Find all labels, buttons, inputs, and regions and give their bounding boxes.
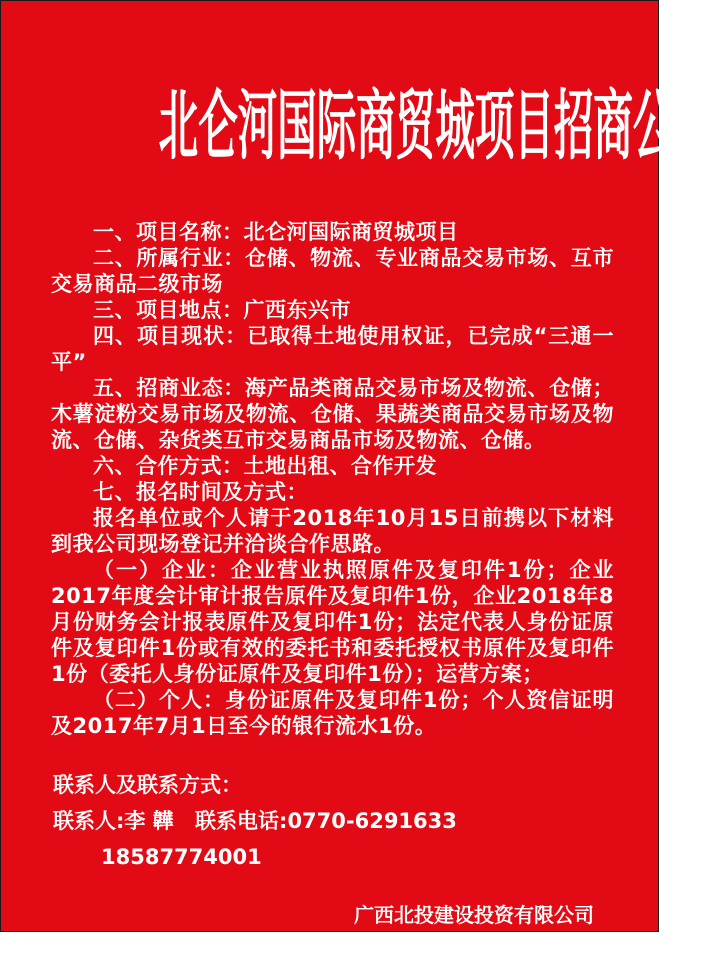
- contact-phone-number-2: 18587774001: [101, 845, 262, 869]
- contact-phone-label: 联系电话:: [195, 809, 288, 833]
- body-paragraph-project-name: 一、项目名称：北仑河国际商贸城项目: [93, 220, 459, 244]
- body-paragraph-signup-info: 报名单位或个人请于2018年10月15日前携以下材料到我公司现场登记并洽谈合作思路。: [51, 506, 614, 556]
- contact-phone-number-1: 0770-6291633: [287, 809, 457, 833]
- contact-person-name: 李 韡: [124, 809, 174, 833]
- poster-body: [51, 219, 614, 739]
- body-paragraph-location: 三、项目地点：广西东兴市: [93, 298, 351, 322]
- signoff-section: [1, 897, 658, 969]
- contact-person-label: 联系人:: [53, 809, 125, 833]
- contact-line: [53, 803, 658, 875]
- body-paragraph-individual-docs: （二）个人：身份证原件及复印件1份；个人资信证明及2017年7月1日至今的银行流水1份。: [51, 688, 614, 738]
- poster-title: 北仑河国际商贸城项目招商公告: [158, 85, 712, 169]
- contact-section: [1, 767, 658, 875]
- body-paragraph-status: 四、项目现状：已取得土地使用权证，已完成“三通一平”: [51, 324, 614, 374]
- contact-heading: 联系人及联系方式：: [53, 773, 242, 797]
- signoff-company: 广西北投建设投资有限公司: [354, 903, 594, 927]
- body-paragraph-industry: 二、所属行业：仓储、物流、专业商品交易市场、互市交易商品二级市场: [51, 246, 614, 296]
- body-paragraph-enterprise-docs: （一）企业：企业营业执照原件及复印件1份；企业2017年度会计审计报告原件及复印件1份，企业2018年8月份财务会计报表原件及复印件1份；法定代表人身份证原件及复印件1份或有效的委托书和委托授权书原件及复印件1份（委托人身份证原件及复印件1份）；运营方案；: [51, 558, 614, 686]
- body-paragraph-cooperation: 六、合作方式：土地出租、合作开发: [93, 454, 437, 478]
- signoff-date: 2018年9月28日: [395, 939, 553, 963]
- body-paragraph-business-types: 五、招商业态：海产品类商品交易市场及物流、仓储；木薯淀粉交易市场及物流、仓储、果蔬类商品交易市场及物流、仓储、杂货类互市交易商品市场及物流、仓储。: [51, 376, 614, 452]
- signoff-block: [354, 897, 594, 969]
- body-paragraph-signup-heading: 七、报名时间及方式：: [93, 480, 308, 504]
